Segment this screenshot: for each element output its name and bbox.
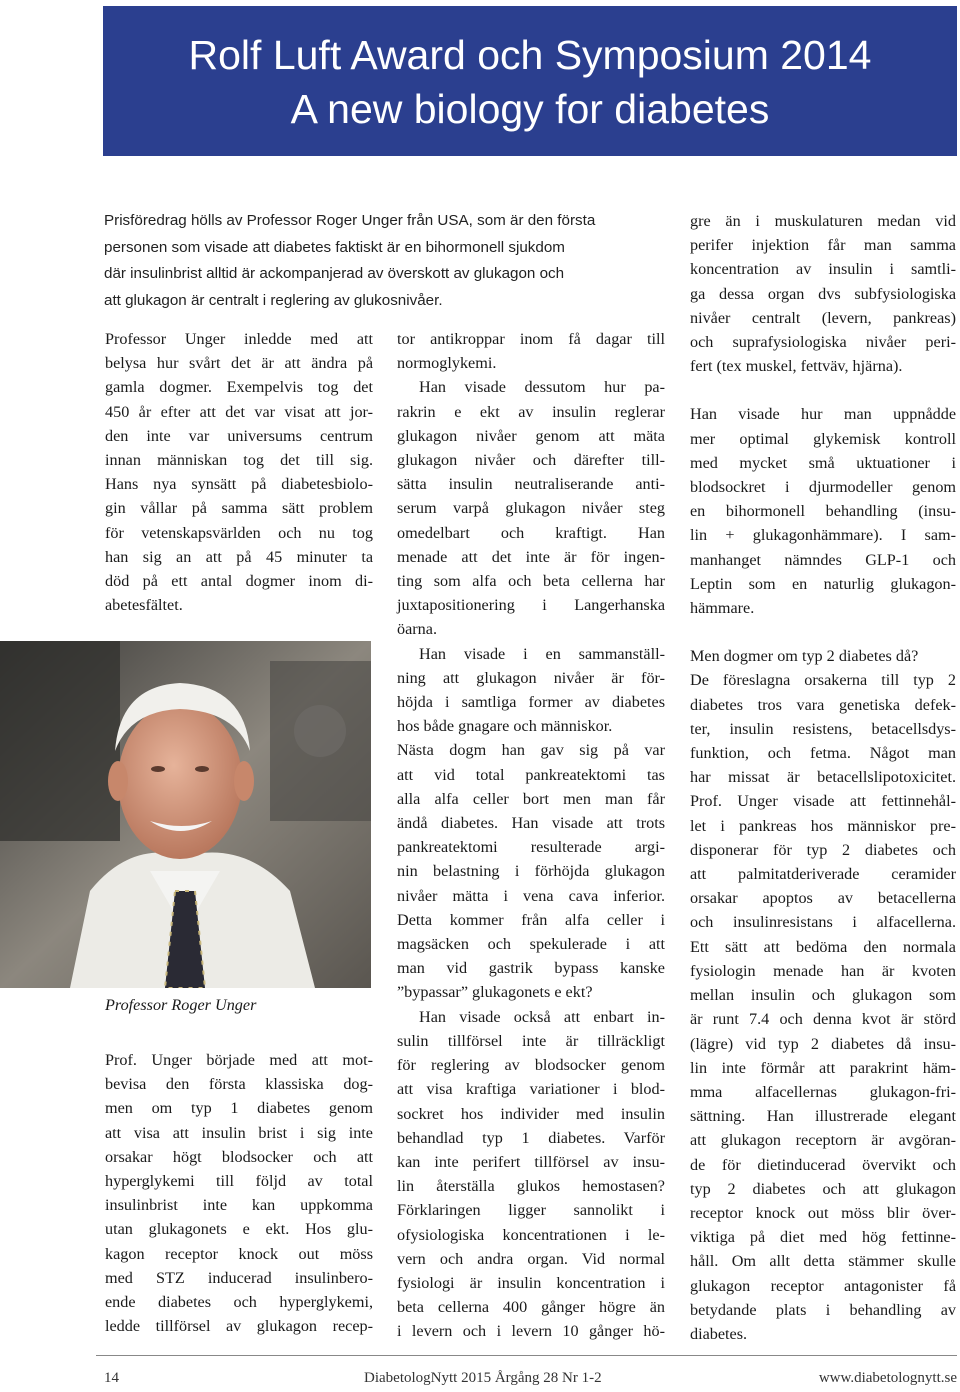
text-line: disponerar för typ 2 diabetes och — [690, 840, 956, 859]
text-line: belysa hur svårt det är att ändra på — [105, 354, 373, 373]
text-line: Han visade också att enbart in- — [419, 1007, 665, 1026]
text-line: receptor knock out möss blir över- — [690, 1203, 956, 1222]
text-line: mellan insulin och glukagon som — [690, 986, 956, 1005]
text-line: man vid gastrik bypass kanske — [397, 959, 665, 978]
text-line: fysiologin menade han är kvoten — [690, 961, 956, 980]
lead-line: Prisföredrag hölls av Professor Roger Unger från USA, som är den första — [104, 212, 596, 229]
text-line: vern och andra organ. Vid normal — [397, 1249, 665, 1268]
text-line: gamla dogmer. Exempelvis tog det — [105, 378, 373, 397]
text-line: omedelbart och kraftigt. Han — [397, 523, 665, 542]
text-line: typ 2 diabetes och att glukagon — [690, 1179, 956, 1198]
portrait-photo — [0, 641, 371, 988]
page-footer — [96, 1355, 957, 1392]
text-line: koncentration av insulin i samtli- — [690, 260, 956, 279]
text-line: De föreslagna orsakerna till typ 2 — [690, 671, 956, 690]
text-line: manhanget nämndes GLP-1 och — [690, 550, 956, 569]
text-line: fysiologi är insulin koncentration i — [397, 1273, 665, 1292]
text-line: Professor Unger inledde med att — [105, 330, 373, 348]
text-line: tor antikroppar inom få dagar till — [397, 330, 665, 348]
text-line: Han visade dessutom hur pa- — [419, 378, 665, 397]
text-line: öarna. — [397, 620, 437, 639]
text-line: glukagon receptor antagonister få — [690, 1276, 956, 1295]
text-line: 450 år efter att det var visat att jor- — [105, 402, 373, 421]
text-line: ledde tillförsel av glukagon recep- — [105, 1317, 373, 1336]
text-line: pankreatektomi resulterade argi- — [397, 838, 665, 857]
text-line: let i pankreas hos människor pre- — [690, 816, 956, 835]
text-line: Han visade i en sammanställ- — [419, 644, 665, 663]
text-line: beta cellerna 400 gånger högre än — [397, 1298, 665, 1317]
text-line: i levern och i levern 10 gånger hö- — [397, 1322, 665, 1341]
text-line: att vid total pankreatektomi tas — [397, 765, 665, 784]
portrait-photo-graphic — [0, 641, 371, 988]
text-line: med mycket små uktuationer i — [690, 453, 956, 472]
page-subtitle: A new biology for diabetes — [290, 86, 770, 132]
text-line: normoglykemi. — [397, 354, 497, 373]
text-line: kan inte perifert tillförsel av insu- — [397, 1152, 665, 1171]
text-line: mer optimal glykemisk kontroll — [690, 429, 956, 448]
text-line: Förklaringen ligger sannolikt i — [397, 1201, 665, 1220]
text-line: med STZ inducerad insulinbero- — [105, 1268, 373, 1287]
text-line: glukagon nivåer genom att mäta — [397, 426, 665, 445]
text-line: Prof. Unger visade att fettinnehål- — [690, 792, 956, 811]
text-line: nivåer mätta i vena cava inferior. — [397, 886, 665, 905]
text-line: behandlad typ 1 diabetes. Varför — [397, 1128, 665, 1147]
text-line: gin vållar på samma sätt problem — [105, 499, 373, 518]
text-line: diabetes. — [690, 1324, 748, 1343]
text-line: har missat är betacellslipotoxicitet. — [690, 768, 956, 787]
text-line: den inte var universums centrum — [105, 426, 373, 445]
text-line: ende diabetes och hyperglykemi, — [105, 1293, 373, 1312]
text-line: och insulinresistans i alfacellerna. — [690, 913, 956, 932]
text-line: blodsockret i djurmodeller genom — [690, 478, 956, 497]
article-column-3 — [690, 209, 956, 1346]
lead-line: personen som visade att diabetes faktiskt är en bihormonell sjukdom — [104, 238, 565, 256]
text-line: Han visade hur man uppnådde — [690, 405, 956, 424]
text-line: ter, insulin resistens, betacellsdys- — [690, 719, 956, 738]
text-line: juxtapositionering i Langerhanska — [397, 596, 665, 615]
text-line: nin belastning i förhöjda glukagon — [397, 862, 665, 881]
text-line: abetesfältet. — [105, 596, 183, 615]
text-line: betydande plats i behandling av — [690, 1300, 956, 1319]
lead-line: att glukagon är centralt i reglering av glukosnivåer. — [104, 291, 443, 309]
text-line: orsakar högt blodsocker och att — [105, 1147, 373, 1166]
photo-caption: Professor Roger Unger — [105, 996, 257, 1014]
text-line: Detta kommer från alfa celler i — [397, 910, 665, 929]
text-line: alla alfa celler bort men man får — [397, 789, 665, 808]
text-line: ting som alfa och beta cellerna har — [397, 572, 665, 591]
text-line: Prof. Unger började med att mot- — [105, 1051, 373, 1069]
text-line: de för dietinducerad övervikt och — [690, 1155, 956, 1174]
text-line: är runt 7.4 och denna kvot är störd — [690, 1010, 956, 1029]
text-line: sulin tillförsel inte är tillräckligt — [397, 1031, 665, 1050]
text-line: Nästa dogm han gav sig på var — [397, 741, 665, 760]
text-line: sätta insulin neutraliserande anti- — [397, 475, 665, 494]
text-line: ga dessa organ dvs subfysiologiska — [690, 284, 956, 303]
text-line: en bihormonell behandling (insu- — [690, 502, 956, 521]
text-line: håll. Om allt detta stämmer skulle — [690, 1252, 956, 1271]
text-line: magsäcken och spekulerade i att — [397, 935, 665, 954]
page-number: 14 — [104, 1370, 119, 1386]
text-line: orsakar apoptos av betacellerna — [690, 889, 956, 908]
article-column-1-top — [105, 327, 373, 617]
text-line: serum varpå glukagon nivåer steg — [397, 499, 665, 518]
lead-line: där insulinbrist alltid är ackompanjerad av överskott av glukagon och — [104, 265, 565, 282]
text-line: att visa kraftiga variationer i blod- — [397, 1080, 665, 1099]
text-line: död på ett antal dogmer inom di- — [105, 572, 373, 591]
text-line: att visa att insulin brist i sig inte — [105, 1123, 373, 1142]
text-line: hämmare. — [690, 599, 755, 618]
text-line: sockret hos individer med insulin — [397, 1104, 665, 1123]
text-line: lin + glukagonhämmare). I sam- — [690, 526, 956, 545]
magazine-issue: DiabetologNytt 2015 Årgång 28 Nr 1-2 — [364, 1370, 602, 1386]
text-line: funktion, och fetma. Något man — [690, 744, 956, 763]
text-line: kagon receptor knock out möss — [105, 1244, 373, 1263]
text-line: att glukagon receptorn är avgöran- — [690, 1131, 956, 1150]
text-line: gre än i muskulaturen medan vid — [690, 212, 956, 230]
text-line: för reglering av blodsocker genom — [397, 1056, 665, 1075]
text-line: menade att det inte är för ingen- — [397, 547, 665, 566]
text-line: insulinbrist inte kan uppkomma — [105, 1196, 373, 1215]
text-line: Leptin som en naturlig glukagon- — [690, 574, 956, 593]
text-line: för vetenskapsvärlden och nu tog — [105, 523, 373, 542]
text-line: ändå diabetes. Han visade att trots — [397, 814, 665, 833]
text-line: utan glukagonets e ekt. Hos glu- — [105, 1220, 373, 1239]
text-line: bevisa den första klassiska dog- — [105, 1075, 373, 1094]
article-column-1-bottom — [105, 1048, 373, 1338]
text-line: Hans nya synsätt på diabetesbiolo- — [105, 475, 373, 494]
text-line: hos både gnagare och människor. — [397, 717, 613, 736]
title-banner — [103, 6, 957, 156]
text-line: ning att glukagon nivåer är för- — [397, 668, 665, 687]
text-line: diabetes tros vara genetiska defek- — [690, 695, 956, 714]
text-line: fert (tex muskel, fettväv, hjärna). — [690, 357, 903, 376]
text-line: och suprafysiologiska nivåer peri- — [690, 333, 956, 352]
text-line: lin inte förmår att parakrint häm- — [690, 1058, 956, 1077]
section-question: Men dogmer om typ 2 diabetes då? — [690, 647, 919, 666]
text-line: att palmitatderiverade ceramider — [690, 865, 956, 884]
text-line: viktiga på diet med hög fettinne- — [690, 1228, 956, 1247]
article-column-2 — [397, 327, 665, 1344]
text-line: rakrin e ekt av insulin reglerar — [397, 402, 665, 421]
lead-paragraph — [104, 208, 664, 314]
text-line: hyperglykemi till följd av total — [105, 1172, 373, 1191]
text-line: lin återställa glukos hemostasen? — [397, 1177, 665, 1196]
text-line: perifer injektion får man samma — [690, 236, 956, 255]
text-line: ”bypassar” glukagonets e ekt? — [397, 983, 593, 1002]
text-line: han sig an att på 45 minuter ta — [105, 547, 373, 566]
page-title: Rolf Luft Award och Symposium 2014 — [188, 32, 872, 78]
text-line: innan människan tog det till sig. — [105, 451, 373, 470]
text-line: ofysiologiska koncentrationen i le- — [397, 1225, 665, 1244]
text-line: mma alfacellernas glukagon-fri- — [690, 1082, 956, 1101]
text-line: glukagon nivåer och därefter till- — [397, 451, 665, 470]
text-line: (lägre) vid typ 2 diabetes då insu- — [690, 1034, 956, 1053]
text-line: men om typ 1 diabetes genom — [105, 1099, 373, 1118]
text-line: Ett sätt att bedöma den normala — [690, 937, 956, 956]
text-line: sättning. Han illustrerade elegant — [690, 1107, 956, 1126]
text-line: nivåer centralt (levern, pankreas) — [690, 308, 956, 327]
text-line: höjda i samtliga former av diabetes — [397, 693, 665, 712]
website-url: www.diabetolognytt.se — [818, 1370, 957, 1386]
